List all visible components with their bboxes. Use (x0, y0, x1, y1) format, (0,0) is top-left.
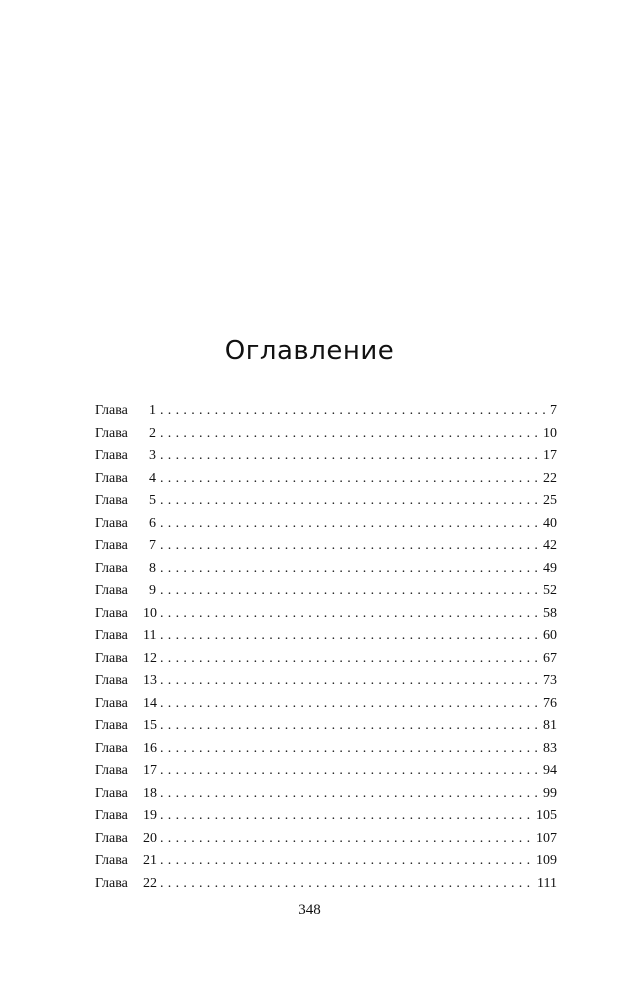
chapter-page-number: 81 (543, 718, 557, 733)
chapter-label: Глава (95, 560, 128, 576)
toc-entry (95, 513, 557, 536)
chapter-page-number: 105 (536, 808, 557, 823)
toc-entry (95, 445, 557, 468)
toc-entry (95, 490, 557, 513)
chapter-page-number: 17 (543, 448, 557, 463)
toc-entry (95, 738, 557, 761)
toc-entry (95, 805, 557, 828)
toc-entry (95, 603, 557, 626)
chapter-page-number: 60 (543, 628, 557, 643)
toc-entry (95, 648, 557, 671)
chapter-page-number: 107 (536, 830, 557, 846)
chapter-label: Глава (95, 425, 128, 441)
chapter-label: Глава (95, 673, 128, 688)
toc-entry (95, 670, 557, 693)
chapter-number: 15 (143, 718, 157, 733)
dot-leader (160, 715, 541, 738)
chapter-number: 18 (143, 785, 157, 801)
table-of-contents (95, 400, 557, 895)
chapter-number: 22 (143, 875, 157, 891)
chapter-page-number: 99 (543, 785, 557, 801)
page-number: 348 (298, 902, 321, 918)
chapter-page-number: 83 (543, 740, 557, 756)
chapter-number: 9 (149, 583, 156, 598)
chapter-page-number: 73 (543, 673, 557, 688)
chapter-number: 3 (149, 448, 156, 463)
chapter-label: Глава (95, 538, 128, 553)
chapter-page-number: 109 (536, 853, 557, 868)
chapter-page-number: 67 (543, 650, 557, 666)
dot-leader (160, 760, 541, 783)
chapter-number: 21 (143, 853, 157, 868)
dot-leader (160, 603, 541, 626)
chapter-number: 5 (149, 493, 156, 508)
dot-leader (160, 513, 541, 536)
chapter-number: 4 (149, 470, 156, 486)
chapter-number: 8 (149, 560, 156, 576)
chapter-page-number: 42 (543, 538, 557, 553)
chapter-page-number: 10 (543, 425, 557, 441)
chapter-page-number: 94 (543, 763, 557, 778)
chapter-page-number: 49 (543, 560, 557, 576)
chapter-number: 2 (149, 425, 156, 441)
page-title: Оглавление (224, 336, 395, 366)
chapter-number: 19 (143, 808, 157, 823)
chapter-label: Глава (95, 875, 128, 891)
toc-entry (95, 580, 557, 603)
toc-entry (95, 400, 557, 423)
toc-entry (95, 535, 557, 558)
dot-leader (160, 558, 541, 581)
chapter-page-number: 111 (537, 875, 557, 891)
chapter-page-number: 58 (543, 605, 557, 621)
dot-leader (160, 805, 534, 828)
dot-leader (160, 423, 541, 446)
chapter-label: Глава (95, 808, 128, 823)
toc-entry (95, 558, 557, 581)
toc-entry (95, 715, 557, 738)
chapter-label: Глава (95, 695, 128, 711)
dot-leader (160, 783, 541, 806)
chapter-label: Глава (95, 583, 128, 598)
toc-entry (95, 828, 557, 851)
toc-entry (95, 625, 557, 648)
chapter-label: Глава (95, 515, 128, 531)
dot-leader (160, 468, 541, 491)
dot-leader (160, 445, 541, 468)
chapter-number: 11 (143, 628, 157, 643)
chapter-number: 20 (143, 830, 157, 846)
toc-entry (95, 850, 557, 873)
chapter-label: Глава (95, 785, 128, 801)
chapter-page-number: 52 (543, 583, 557, 598)
chapter-number: 7 (149, 538, 156, 553)
dot-leader (160, 625, 541, 648)
toc-entry (95, 423, 557, 446)
chapter-number: 17 (143, 763, 157, 778)
chapter-label: Глава (95, 740, 128, 756)
toc-entry (95, 693, 557, 716)
toc-entry (95, 783, 557, 806)
chapter-number: 14 (143, 695, 157, 711)
dot-leader (160, 850, 534, 873)
dot-leader (160, 873, 535, 896)
chapter-label: Глава (95, 605, 128, 621)
dot-leader (160, 648, 541, 671)
dot-leader (160, 400, 548, 423)
toc-entry (95, 468, 557, 491)
dot-leader (160, 580, 541, 603)
chapter-label: Глава (95, 493, 128, 508)
chapter-page-number: 40 (543, 515, 557, 531)
dot-leader (160, 670, 541, 693)
chapter-label: Глава (95, 470, 128, 486)
dot-leader (160, 535, 541, 558)
chapter-label: Глава (95, 448, 128, 463)
chapter-label: Глава (95, 830, 128, 846)
chapter-label: Глава (95, 718, 128, 733)
dot-leader (160, 693, 541, 716)
chapter-number: 16 (143, 740, 157, 756)
chapter-label: Глава (95, 763, 128, 778)
chapter-number: 12 (143, 650, 157, 666)
chapter-number: 13 (143, 673, 157, 688)
dot-leader (160, 828, 534, 851)
chapter-label: Глава (95, 650, 128, 666)
chapter-number: 1 (149, 403, 156, 418)
chapter-page-number: 25 (543, 493, 557, 508)
toc-entry (95, 760, 557, 783)
toc-entry (95, 873, 557, 896)
chapter-page-number: 22 (543, 470, 557, 486)
chapter-page-number: 76 (543, 695, 557, 711)
chapter-number: 10 (143, 605, 157, 621)
dot-leader (160, 738, 541, 761)
chapter-label: Глава (95, 403, 128, 418)
chapter-number: 6 (149, 515, 156, 531)
dot-leader (160, 490, 541, 513)
chapter-page-number: 7 (550, 403, 557, 418)
chapter-label: Глава (95, 853, 128, 868)
chapter-label: Глава (95, 628, 128, 643)
